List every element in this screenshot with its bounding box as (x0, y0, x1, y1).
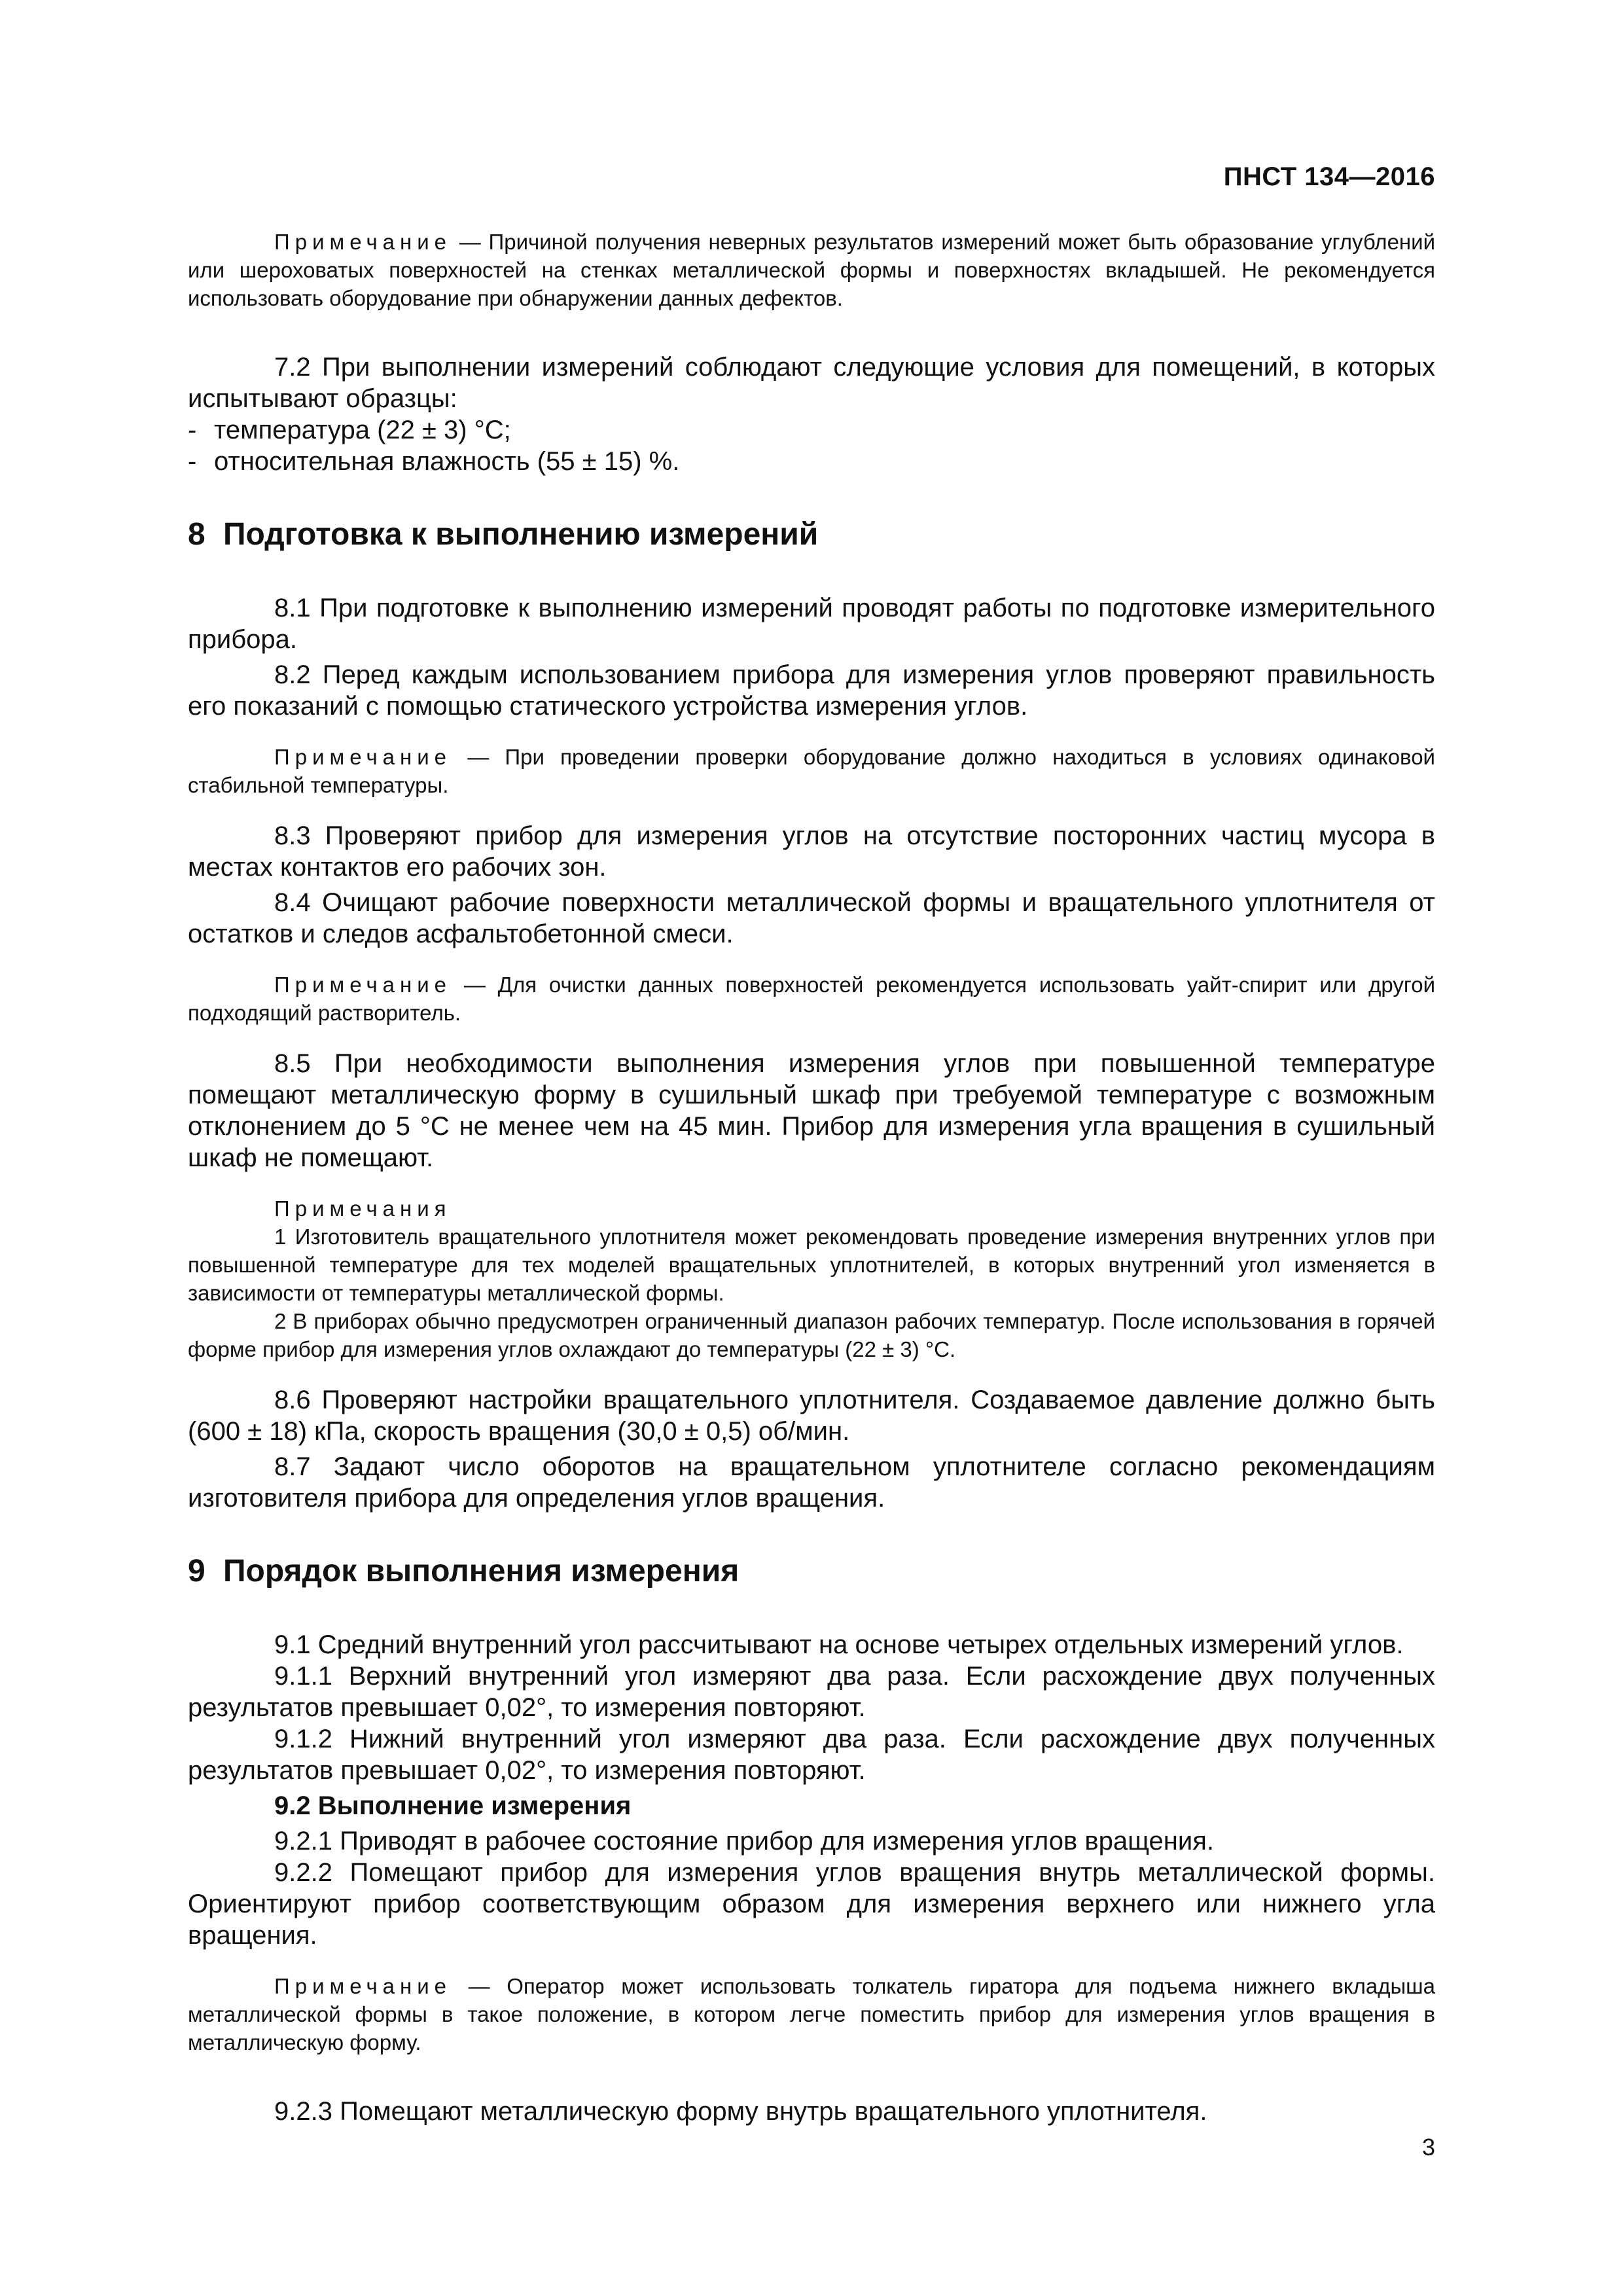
note-9-2-2 (188, 1972, 1435, 2056)
paragraph-9-2-3: 9.2.3 Помещают металлическую форму внутрь вращательного уплотнителя. (274, 2097, 1207, 2126)
section-title: Порядок выполнения измерения (223, 1554, 740, 1588)
note-8-4 (188, 971, 1435, 1027)
note-7-1 (188, 228, 1435, 312)
section-heading-9 (188, 1553, 1435, 1590)
section-title: Подготовка к выполнению измерений (223, 517, 819, 552)
note-text: — При проведении проверки оборудование должно находиться в условиях одинаковой стабильной температуры. (188, 745, 1435, 797)
note-text: — Причиной получения неверных результатов измерений может быть образование углублений или шероховатых поверхностей на стенках металлической формы и поверхностях вкладышей. Не рекомендуется использовать оборудование при обнаружении данных дефектов. (188, 230, 1436, 310)
list-item-text: относительная влажность (55 ± 15) %. (214, 447, 680, 476)
notes-heading: Примечания (274, 1196, 452, 1221)
paragraph-8-2: 8.2 Перед каждым использованием прибора для измерения углов проверяют правильность его показаний с помощью статического устройства измерения углов. (188, 660, 1435, 721)
note-label: Примечание (274, 230, 452, 254)
paragraph-9-1-1: 9.1.1 Верхний внутренний угол измеряют два раза. Если расхождение двух полученных результатов превышает 0,02°, то измерения повторяют. (188, 1662, 1435, 1722)
note-text: — Оператор может использовать толкатель гиратора для подъема нижнего вкладыша металлической формы в такое положение, в котором легче поместить прибор для измерения углов вращения в металлическую форму. (188, 1974, 1435, 2054)
section-heading-8 (188, 516, 1435, 553)
paragraph-9-2-1: 9.2.1 Приводят в рабочее состояние прибор для измерения углов вращения. (274, 1827, 1214, 1856)
note-8-2 (188, 743, 1435, 799)
section-number: 9 (188, 1554, 205, 1588)
page-content (188, 228, 1435, 2127)
paragraph-8-5: 8.5 При необходимости выполнения измерения углов при повышенной температуре помещают металлическую форму в сушильный шкаф при требуемой температуре с возможным отклонением до 5 °С не менее чем на 45 мин. Прибор для измерения угла вращения в сушильный шкаф не помещают. (188, 1049, 1435, 1172)
note-label: Примечание (274, 973, 452, 997)
subsection-heading-9-2: 9.2 Выполнение измерения (274, 1791, 632, 1820)
paragraph-9-2-2: 9.2.2 Помещают прибор для измерения углов вращения внутрь металлической формы. Ориентируют прибор соответствующим образом для измерения верхнего или нижнего угла вращения. (188, 1858, 1435, 1950)
document-code: ПНСТ 134—2016 (1223, 162, 1435, 191)
paragraph-9-1-2: 9.1.2 Нижний внутренний угол измеряют два раза. Если расхождение двух полученных результатов превышает 0,02°, то измерения повторяют. (188, 1725, 1435, 1785)
paragraph-8-4: 8.4 Очищают рабочие поверхности металлической формы и вращательного уплотнителя от остатков и следов асфальтобетонной смеси. (188, 888, 1435, 948)
paragraph-8-1: 8.1 При подготовке к выполнению измерений проводят работы по подготовке измерительного прибора. (188, 594, 1435, 654)
note-item: 2 В приборах обычно предусмотрен ограниченный диапазон рабочих температур. После использования в горячей форме прибор для измерения углов охлаждают до температуры (22 ± 3) °С. (188, 1309, 1435, 1361)
paragraph-8-6: 8.6 Проверяют настройки вращательного уплотнителя. Создаваемое давление должно быть (600 ± 18) кПа, скорость вращения (30,0 ± 0,5) об/мин. (188, 1386, 1435, 1446)
list-item: - относительная влажность (55 ± 15) %. (188, 447, 680, 476)
note-label: Примечание (274, 1974, 452, 1998)
paragraph-9-1: 9.1 Средний внутренний угол рассчитывают на основе четырех отдельных измерений углов. (274, 1630, 1404, 1659)
note-label: Примечание (274, 745, 452, 769)
note-text: — Для очистки данных поверхностей рекомендуется использовать уайт-спирит или другой подходящий растворитель. (188, 973, 1435, 1025)
page-number: 3 (1421, 2134, 1435, 2161)
list-item: - температура (22 ± 3) °С; (188, 416, 511, 444)
section-number: 8 (188, 517, 205, 552)
paragraph-8-7: 8.7 Задают число оборотов на вращательном уплотнителе согласно рекомендациям изготовителя прибора для определения углов вращения. (188, 1452, 1435, 1513)
paragraph-7-2: 7.2 При выполнении измерений соблюдают следующие условия для помещений, в которых испытывают образцы: (188, 353, 1435, 413)
paragraph-8-3: 8.3 Проверяют прибор для измерения углов на отсутствие посторонних частиц мусора в местах контактов его рабочих зон. (188, 821, 1435, 882)
note-item: 1 Изготовитель вращательного уплотнителя может рекомендовать проведение измерения внутренних углов при повышенной температуре для тех моделей вращательных уплотнителей, в которых внутренний угол изменяется в зависимости от температуры металлической формы. (188, 1225, 1435, 1305)
list-item-text: температура (22 ± 3) °С; (214, 416, 511, 444)
